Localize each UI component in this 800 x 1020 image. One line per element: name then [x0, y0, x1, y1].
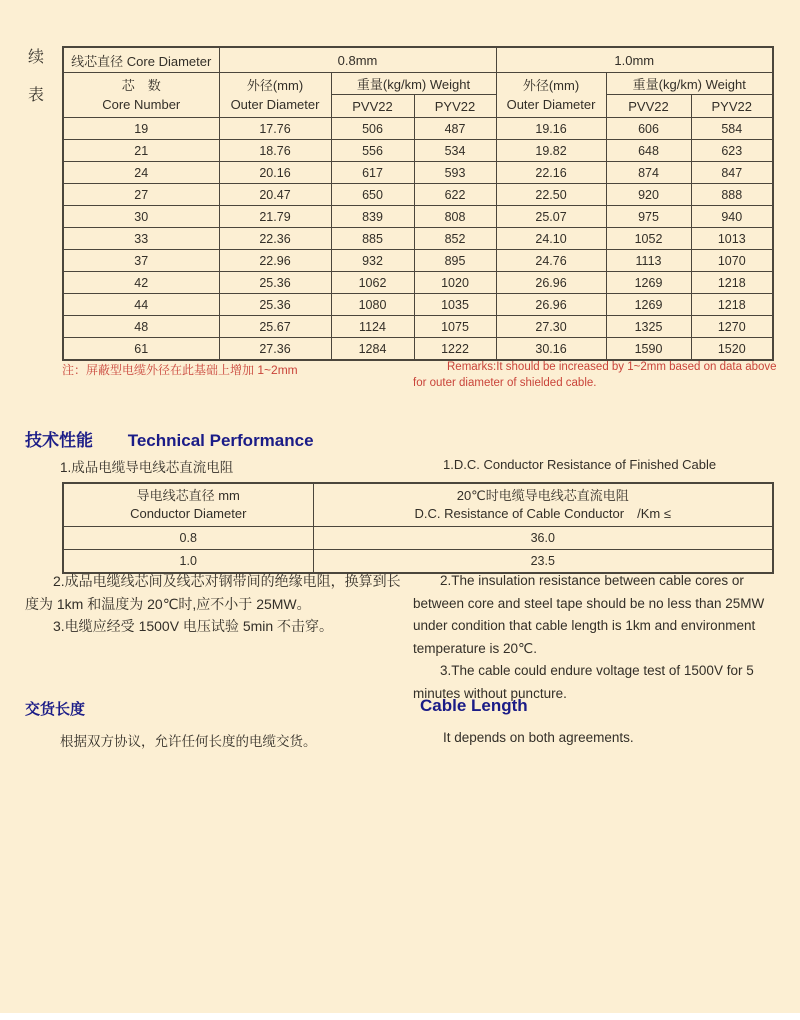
- table-cell: 895: [414, 250, 496, 272]
- core-table-body: [63, 118, 773, 361]
- table-cell: 25.67: [219, 316, 331, 338]
- table-cell: 1269: [606, 294, 691, 316]
- weight-10-header: 重量(kg/km) Weight: [606, 73, 773, 95]
- table-cell: 1.0: [63, 550, 313, 574]
- table-cell: 506: [331, 118, 414, 140]
- table-row: [63, 272, 773, 294]
- table-cell: 22.50: [496, 184, 606, 206]
- table-row: [63, 118, 773, 140]
- table-cell: 852: [414, 228, 496, 250]
- table-row: [63, 250, 773, 272]
- table-cell: 26.96: [496, 294, 606, 316]
- table-row: [63, 228, 773, 250]
- table-cell: 1590: [606, 338, 691, 361]
- table-cell: 0.8: [63, 527, 313, 550]
- table-cell: 25.36: [219, 294, 331, 316]
- table-cell: 27: [63, 184, 219, 206]
- table-cell: 1062: [331, 272, 414, 294]
- table-cell: 1080: [331, 294, 414, 316]
- table-cell: 617: [331, 162, 414, 184]
- outer-diameter-10-header: [496, 73, 606, 118]
- table-cell: 1325: [606, 316, 691, 338]
- table-cell: 593: [414, 162, 496, 184]
- table-cell: 1269: [606, 272, 691, 294]
- table-cell: 584: [691, 118, 773, 140]
- table-cell: 1124: [331, 316, 414, 338]
- table-cell: 1284: [331, 338, 414, 361]
- continued-label-char2: 表: [28, 87, 45, 104]
- table-row: [63, 206, 773, 228]
- table-cell: 1013: [691, 228, 773, 250]
- pvv22-10-header: PVV22: [606, 95, 691, 118]
- table-cell: 22.16: [496, 162, 606, 184]
- table-row: [63, 316, 773, 338]
- table-cell: 44: [63, 294, 219, 316]
- core-number-zh: 芯 数: [121, 78, 161, 93]
- table-cell: 25.07: [496, 206, 606, 228]
- table-cell: 874: [606, 162, 691, 184]
- voltage-test-en: 3.The cable could endure voltage test of 1500V for 5 minutes without puncture.: [413, 663, 754, 701]
- dc-resistance-item-zh: 1.成品电缆导电线芯直流电阻: [60, 460, 234, 475]
- outer-diameter-en: Outer Diameter: [230, 97, 320, 112]
- core-number-en: Core Number: [102, 97, 181, 112]
- table-cell: 19: [63, 118, 219, 140]
- table-cell: 847: [691, 162, 773, 184]
- conductor-diameter-zh: 导电线芯直径 mm: [136, 488, 240, 503]
- table-cell: 27.30: [496, 316, 606, 338]
- table-cell: 42: [63, 272, 219, 294]
- table-cell: 24.10: [496, 228, 606, 250]
- table-cell: 48: [63, 316, 219, 338]
- table-cell: 24.76: [496, 250, 606, 272]
- table-cell: 33: [63, 228, 219, 250]
- table-cell: 30.16: [496, 338, 606, 361]
- cable-length-heading-en: Cable Length: [420, 696, 528, 715]
- table-cell: 19.82: [496, 140, 606, 162]
- table-cell: 1270: [691, 316, 773, 338]
- insulation-resistance-en: 2.The insulation resistance between cable cores or between core and steel tape should be no less than 25MW under condition that cable length is 1km and environment temperature is 20℃.: [413, 573, 765, 656]
- table-cell: 37: [63, 250, 219, 272]
- size-08-header: 0.8mm: [219, 47, 496, 73]
- shielded-cable-note-en: Remarks:It should be increased by 1~2mm based on data above for outer diameter of shielded cable.: [413, 361, 777, 389]
- table-cell: 23.5: [313, 550, 773, 574]
- table-cell: 1222: [414, 338, 496, 361]
- table-cell: 1218: [691, 294, 773, 316]
- continued-table-label: [28, 44, 44, 105]
- table-cell: 1035: [414, 294, 496, 316]
- table-cell: 36.0: [313, 527, 773, 550]
- technical-performance-heading-en: Technical Performance: [127, 431, 314, 450]
- resistance-table-body: [63, 527, 773, 574]
- pyv22-08-header: PYV22: [414, 95, 496, 118]
- insulation-resistance-zh: 2.成品电缆线芯间及线芯对钢带间的绝缘电阻，换算到长度为 1km 和温度为 20℃时,应不小于 25MW。: [25, 573, 401, 612]
- table-cell: 623: [691, 140, 773, 162]
- technical-notes-en: [413, 570, 793, 705]
- table-cell: 920: [606, 184, 691, 206]
- table-cell: 22.96: [219, 250, 331, 272]
- table-cell: 839: [331, 206, 414, 228]
- page-bottom-edge: [0, 1013, 800, 1020]
- dc-resistance-en: D.C. Resistance of Cable Conductor /Km ≤: [414, 506, 671, 521]
- table-cell: 650: [331, 184, 414, 206]
- table-cell: 61: [63, 338, 219, 361]
- table-cell: 1113: [606, 250, 691, 272]
- technical-performance-heading: [25, 426, 314, 451]
- technical-performance-heading-zh: 技术性能: [25, 431, 93, 450]
- continued-label-char1: 续: [28, 49, 45, 66]
- conductor-diameter-header: [63, 483, 313, 527]
- table-row: [63, 294, 773, 316]
- outer-diameter-08-header: [219, 73, 331, 118]
- technical-notes-zh: [25, 570, 413, 638]
- table-row: [63, 184, 773, 206]
- table-cell: 1020: [414, 272, 496, 294]
- table-cell: 27.36: [219, 338, 331, 361]
- outer-diameter-en: Outer Diameter: [506, 97, 596, 112]
- table-cell: 1075: [414, 316, 496, 338]
- table-cell: 1218: [691, 272, 773, 294]
- table-cell: 606: [606, 118, 691, 140]
- table-cell: 556: [331, 140, 414, 162]
- table-cell: 19.16: [496, 118, 606, 140]
- table-row: [63, 140, 773, 162]
- table-cell: 25.36: [219, 272, 331, 294]
- table-cell: 21: [63, 140, 219, 162]
- table-cell: 1052: [606, 228, 691, 250]
- resistance-header-row: [63, 483, 773, 527]
- table-cell: 26.96: [496, 272, 606, 294]
- table-cell: 20.47: [219, 184, 331, 206]
- table-cell: 888: [691, 184, 773, 206]
- outer-diameter-zh: 外径(mm): [522, 78, 580, 93]
- weight-08-header: 重量(kg/km) Weight: [331, 73, 496, 95]
- table-cell: 21.79: [219, 206, 331, 228]
- table-cell: 24: [63, 162, 219, 184]
- dc-resistance-header: [313, 483, 773, 527]
- pyv22-10-header: PYV22: [691, 95, 773, 118]
- table-cell: 30: [63, 206, 219, 228]
- header-row-labels: [63, 73, 773, 95]
- table-cell: 18.76: [219, 140, 331, 162]
- table-cell: 534: [414, 140, 496, 162]
- table-cell: 940: [691, 206, 773, 228]
- core-diameter-header: 线芯直径 Core Diameter: [63, 47, 219, 73]
- table-row: [63, 527, 773, 550]
- table-cell: 1520: [691, 338, 773, 361]
- core-weight-table: [62, 46, 774, 361]
- header-row-diameter: [63, 47, 773, 73]
- table-cell: 885: [331, 228, 414, 250]
- table-cell: 487: [414, 118, 496, 140]
- outer-diameter-zh: 外径(mm): [246, 78, 304, 93]
- cable-length-body-zh: 根据双方协议，允许任何长度的电缆交货。: [60, 734, 317, 749]
- dc-resistance-zh: 20℃时电缆导电线芯直流电阻: [456, 488, 629, 503]
- table-cell: 622: [414, 184, 496, 206]
- conductor-diameter-en: Conductor Diameter: [130, 506, 247, 521]
- table-row: [63, 162, 773, 184]
- voltage-test-zh: 3.电缆应经受 1500V 电压试验 5min 不击穿。: [53, 618, 334, 634]
- resistance-table: [62, 482, 774, 574]
- size-10-header: 1.0mm: [496, 47, 773, 73]
- cable-length-body-en: It depends on both agreements.: [443, 730, 634, 745]
- core-number-header: [63, 73, 219, 118]
- table-cell: 17.76: [219, 118, 331, 140]
- pvv22-08-header: PVV22: [331, 95, 414, 118]
- table-row: [63, 338, 773, 361]
- table-cell: 20.16: [219, 162, 331, 184]
- cable-length-heading-zh: 交货长度: [25, 701, 86, 718]
- table-cell: 932: [331, 250, 414, 272]
- table-cell: 808: [414, 206, 496, 228]
- table-cell: 648: [606, 140, 691, 162]
- table-cell: 1070: [691, 250, 773, 272]
- table-cell: 975: [606, 206, 691, 228]
- dc-resistance-item-en: 1.D.C. Conductor Resistance of Finished Cable: [443, 457, 717, 472]
- shielded-cable-note-zh: 注：屏蔽型电缆外径在此基础上增加 1~2mm: [62, 363, 298, 377]
- table-cell: 22.36: [219, 228, 331, 250]
